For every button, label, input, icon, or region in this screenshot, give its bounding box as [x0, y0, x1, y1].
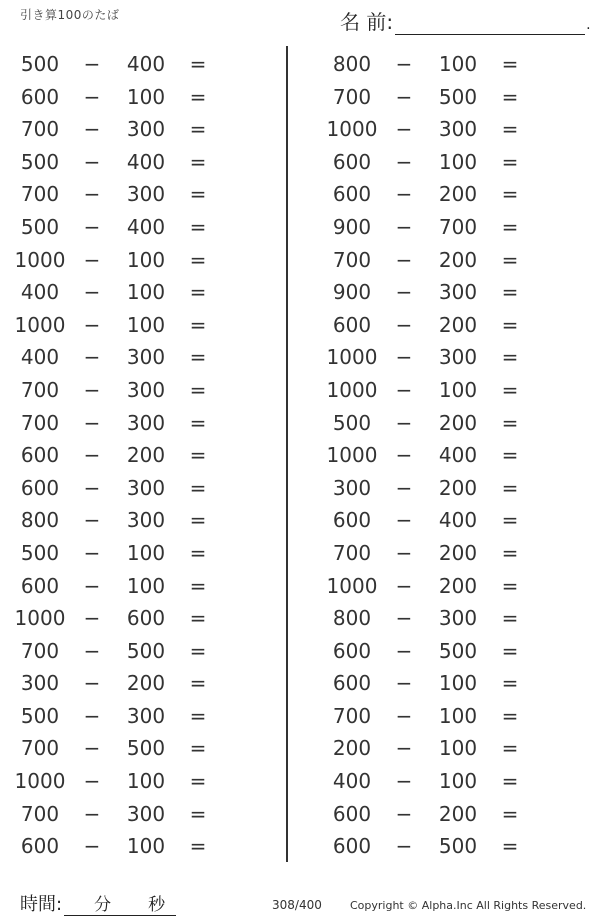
minuend: 700 — [332, 703, 372, 728]
subtrahend: 500 — [126, 736, 166, 761]
minus-sign: − — [83, 377, 101, 402]
right-problem-row — [312, 699, 592, 732]
minuend: 500 — [20, 703, 60, 728]
minuend: 1000 — [326, 345, 378, 370]
equals-sign: = — [189, 606, 207, 631]
right-problem-row — [312, 503, 592, 536]
equals-sign: = — [189, 834, 207, 859]
minus-sign: − — [83, 801, 101, 826]
minus-sign: − — [395, 703, 413, 728]
subtrahend: 300 — [126, 475, 166, 500]
minus-sign: − — [395, 443, 413, 468]
subtrahend: 400 — [438, 508, 478, 533]
equals-sign: = — [501, 736, 519, 761]
equals-sign: = — [501, 182, 519, 207]
right-problem-row — [312, 145, 592, 178]
minuend: 600 — [332, 671, 372, 696]
minuend: 1000 — [14, 312, 66, 337]
minuend: 1000 — [14, 606, 66, 631]
minuend: 500 — [20, 540, 60, 565]
subtrahend: 300 — [126, 410, 166, 435]
minuend: 600 — [20, 834, 60, 859]
minus-sign: − — [83, 117, 101, 142]
equals-sign: = — [501, 443, 519, 468]
equals-sign: = — [501, 52, 519, 76]
minus-sign: − — [395, 834, 413, 859]
minuend: 400 — [332, 769, 372, 794]
minuend: 600 — [20, 84, 60, 109]
right-problem-row — [312, 406, 592, 439]
minus-sign: − — [83, 312, 101, 337]
left-problem-row — [0, 112, 280, 145]
minus-sign: − — [83, 606, 101, 631]
minus-sign: − — [395, 312, 413, 337]
left-problem-row — [0, 503, 280, 536]
minus-sign: − — [83, 540, 101, 565]
minuend: 700 — [20, 801, 60, 826]
minus-sign: − — [395, 84, 413, 109]
subtrahend: 200 — [438, 312, 478, 337]
minus-sign: − — [395, 214, 413, 239]
minus-sign: − — [395, 606, 413, 631]
time-blank-line[interactable] — [64, 895, 176, 916]
subtrahend: 200 — [438, 182, 478, 207]
minuend: 700 — [20, 736, 60, 761]
left-problem-row — [0, 210, 280, 243]
left-problem-row — [0, 177, 280, 210]
equals-sign: = — [189, 280, 207, 305]
equals-sign: = — [189, 214, 207, 239]
left-problem-row — [0, 145, 280, 178]
equals-sign: = — [501, 410, 519, 435]
minus-sign: − — [83, 443, 101, 468]
equals-sign: = — [189, 84, 207, 109]
minuend: 500 — [20, 149, 60, 174]
minuend: 700 — [332, 540, 372, 565]
subtrahend: 300 — [438, 606, 478, 631]
minus-sign: − — [83, 703, 101, 728]
left-problem-row — [0, 340, 280, 373]
minuend: 700 — [20, 117, 60, 142]
minuend: 300 — [332, 475, 372, 500]
equals-sign: = — [189, 703, 207, 728]
equals-sign: = — [501, 540, 519, 565]
minuend: 1000 — [326, 117, 378, 142]
minuend: 400 — [20, 345, 60, 370]
minuend: 300 — [20, 671, 60, 696]
right-problem-row — [312, 666, 592, 699]
minus-sign: − — [395, 736, 413, 761]
equals-sign: = — [189, 312, 207, 337]
right-problem-row — [312, 210, 592, 243]
minuend: 1000 — [326, 573, 378, 598]
subtrahend: 400 — [126, 52, 166, 76]
equals-sign: = — [189, 410, 207, 435]
right-problem-row — [312, 243, 592, 276]
left-problem-row — [0, 243, 280, 276]
right-problem-row — [312, 438, 592, 471]
subtrahend: 100 — [126, 540, 166, 565]
left-problem-row — [0, 666, 280, 699]
minuend: 700 — [20, 182, 60, 207]
subtrahend: 100 — [126, 573, 166, 598]
subtrahend: 200 — [438, 475, 478, 500]
name-field — [340, 6, 591, 35]
subtrahend: 300 — [126, 117, 166, 142]
equals-sign: = — [189, 671, 207, 696]
subtrahend: 600 — [126, 606, 166, 631]
subtrahend: 100 — [438, 377, 478, 402]
minus-sign: − — [83, 52, 101, 76]
minus-sign: − — [395, 149, 413, 174]
minuend: 200 — [332, 736, 372, 761]
minuend: 800 — [20, 508, 60, 533]
left-problem-row — [0, 536, 280, 569]
equals-sign: = — [189, 475, 207, 500]
subtrahend: 100 — [438, 703, 478, 728]
minuend: 700 — [332, 84, 372, 109]
equals-sign: = — [501, 606, 519, 631]
equals-sign: = — [501, 280, 519, 305]
minus-sign: − — [395, 377, 413, 402]
minus-sign: − — [395, 671, 413, 696]
right-problem-row — [312, 340, 592, 373]
left-problem-row — [0, 797, 280, 830]
subtrahend: 300 — [438, 117, 478, 142]
equals-sign: = — [189, 247, 207, 272]
subtrahend: 400 — [438, 443, 478, 468]
right-problem-row — [312, 731, 592, 764]
right-problem-row — [312, 829, 592, 862]
equals-sign: = — [189, 638, 207, 663]
equals-sign: = — [189, 801, 207, 826]
equals-sign: = — [189, 508, 207, 533]
right-problem-row — [312, 634, 592, 667]
subtrahend: 300 — [126, 377, 166, 402]
equals-sign: = — [189, 182, 207, 207]
equals-sign: = — [189, 345, 207, 370]
minus-sign: − — [395, 508, 413, 533]
left-problem-row — [0, 275, 280, 308]
subtrahend: 300 — [126, 703, 166, 728]
minuend: 600 — [20, 475, 60, 500]
minus-sign: − — [83, 280, 101, 305]
minus-sign: − — [395, 801, 413, 826]
subtrahend: 100 — [438, 149, 478, 174]
right-problem-row — [312, 373, 592, 406]
minuend: 600 — [20, 573, 60, 598]
right-problem-row — [312, 536, 592, 569]
minus-sign: − — [83, 671, 101, 696]
subtrahend: 100 — [438, 671, 478, 696]
minuend: 600 — [332, 182, 372, 207]
minuend: 1000 — [14, 247, 66, 272]
left-problem-row — [0, 569, 280, 602]
subtrahend: 100 — [126, 769, 166, 794]
subtrahend: 100 — [438, 769, 478, 794]
name-label: 名 前: — [340, 10, 394, 34]
minus-sign: − — [83, 573, 101, 598]
minuend: 600 — [332, 638, 372, 663]
equals-sign: = — [189, 769, 207, 794]
minuend: 500 — [332, 410, 372, 435]
minus-sign: − — [395, 247, 413, 272]
minus-sign: − — [83, 149, 101, 174]
equals-sign: = — [189, 540, 207, 565]
subtrahend: 500 — [438, 834, 478, 859]
minus-sign: − — [83, 84, 101, 109]
time-field — [20, 890, 176, 916]
right-problem-row — [312, 47, 592, 80]
minuend: 400 — [20, 280, 60, 305]
equals-sign: = — [501, 377, 519, 402]
minus-sign: − — [83, 345, 101, 370]
left-problem-row — [0, 438, 280, 471]
subtrahend: 200 — [126, 671, 166, 696]
left-problem-row — [0, 699, 280, 732]
column-divider — [286, 46, 288, 862]
subtrahend: 100 — [126, 312, 166, 337]
equals-sign: = — [501, 247, 519, 272]
worksheet-title: 引き算100のたば — [20, 8, 120, 22]
copyright-notice: Copyright © Alpha.Inc All Rights Reserved. — [350, 899, 587, 912]
seconds-label: 秒 — [148, 895, 166, 915]
right-problem-row — [312, 308, 592, 341]
minus-sign: − — [83, 182, 101, 207]
subtrahend: 200 — [126, 443, 166, 468]
equals-sign: = — [501, 149, 519, 174]
minuend: 500 — [20, 52, 60, 76]
page-number: 308/400 — [272, 898, 322, 912]
equals-sign: = — [501, 671, 519, 696]
minus-sign: − — [83, 638, 101, 663]
right-problem-row — [312, 112, 592, 145]
minus-sign: − — [395, 52, 413, 76]
equals-sign: = — [501, 117, 519, 142]
minuend: 600 — [332, 508, 372, 533]
subtrahend: 500 — [126, 638, 166, 663]
right-problem-row — [312, 471, 592, 504]
equals-sign: = — [501, 84, 519, 109]
left-problem-row — [0, 80, 280, 113]
minus-sign: − — [395, 540, 413, 565]
minuend: 1000 — [326, 377, 378, 402]
equals-sign: = — [501, 508, 519, 533]
subtrahend: 100 — [438, 736, 478, 761]
subtrahend: 500 — [438, 638, 478, 663]
left-problem-row — [0, 406, 280, 439]
equals-sign: = — [501, 834, 519, 859]
left-problem-row — [0, 601, 280, 634]
minus-sign: − — [83, 475, 101, 500]
subtrahend: 100 — [126, 280, 166, 305]
minuend: 1000 — [14, 769, 66, 794]
equals-sign: = — [189, 736, 207, 761]
equals-sign: = — [501, 214, 519, 239]
equals-sign: = — [501, 345, 519, 370]
minuend: 600 — [332, 801, 372, 826]
minus-sign: − — [395, 280, 413, 305]
name-end-dot: . — [586, 17, 591, 33]
minuend: 800 — [332, 52, 372, 76]
equals-sign: = — [501, 769, 519, 794]
left-problem-row — [0, 373, 280, 406]
equals-sign: = — [189, 377, 207, 402]
right-problem-row — [312, 177, 592, 210]
equals-sign: = — [189, 117, 207, 142]
minuend: 900 — [332, 280, 372, 305]
equals-sign: = — [189, 52, 207, 76]
left-problem-row — [0, 308, 280, 341]
time-label: 時間: — [20, 894, 63, 915]
minus-sign: − — [395, 475, 413, 500]
minus-sign: − — [395, 638, 413, 663]
equals-sign: = — [501, 703, 519, 728]
name-blank-line[interactable] — [395, 16, 585, 35]
subtrahend: 200 — [438, 410, 478, 435]
minus-sign: − — [83, 247, 101, 272]
subtrahend: 100 — [126, 247, 166, 272]
subtrahend: 700 — [438, 214, 478, 239]
minuend: 500 — [20, 214, 60, 239]
subtrahend: 500 — [438, 84, 478, 109]
minuend: 700 — [20, 377, 60, 402]
minuend: 700 — [20, 410, 60, 435]
minuend: 600 — [332, 149, 372, 174]
left-problem-row — [0, 47, 280, 80]
left-problem-row — [0, 829, 280, 862]
subtrahend: 300 — [438, 280, 478, 305]
minuend: 1000 — [326, 443, 378, 468]
subtrahend: 100 — [438, 52, 478, 76]
minuend: 600 — [332, 312, 372, 337]
equals-sign: = — [501, 638, 519, 663]
minus-sign: − — [83, 508, 101, 533]
right-problem-row — [312, 764, 592, 797]
left-problem-column — [0, 47, 280, 862]
subtrahend: 300 — [438, 345, 478, 370]
equals-sign: = — [189, 573, 207, 598]
minus-sign: − — [83, 214, 101, 239]
left-problem-row — [0, 471, 280, 504]
right-problem-row — [312, 569, 592, 602]
minus-sign: − — [83, 834, 101, 859]
equals-sign: = — [501, 475, 519, 500]
subtrahend: 300 — [126, 182, 166, 207]
left-problem-row — [0, 764, 280, 797]
right-problem-row — [312, 797, 592, 830]
minus-sign: − — [395, 117, 413, 142]
right-problem-row — [312, 275, 592, 308]
minus-sign: − — [395, 345, 413, 370]
right-problem-row — [312, 80, 592, 113]
equals-sign: = — [501, 312, 519, 337]
right-problem-row — [312, 601, 592, 634]
subtrahend: 300 — [126, 801, 166, 826]
minus-sign: − — [395, 573, 413, 598]
equals-sign: = — [189, 443, 207, 468]
minus-sign: − — [395, 410, 413, 435]
minuend: 700 — [20, 638, 60, 663]
minus-sign: − — [83, 769, 101, 794]
subtrahend: 300 — [126, 508, 166, 533]
subtrahend: 300 — [126, 345, 166, 370]
minus-sign: − — [395, 769, 413, 794]
minus-sign: − — [83, 410, 101, 435]
minutes-label: 分 — [94, 895, 112, 915]
minuend: 800 — [332, 606, 372, 631]
minuend: 700 — [332, 247, 372, 272]
equals-sign: = — [501, 573, 519, 598]
left-problem-row — [0, 634, 280, 667]
minuend: 600 — [332, 834, 372, 859]
subtrahend: 200 — [438, 573, 478, 598]
subtrahend: 200 — [438, 247, 478, 272]
subtrahend: 200 — [438, 540, 478, 565]
subtrahend: 200 — [438, 801, 478, 826]
subtrahend: 100 — [126, 834, 166, 859]
equals-sign: = — [501, 801, 519, 826]
minus-sign: − — [83, 736, 101, 761]
minuend: 900 — [332, 214, 372, 239]
right-problem-column — [312, 47, 592, 862]
subtrahend: 100 — [126, 84, 166, 109]
minus-sign: − — [395, 182, 413, 207]
subtrahend: 400 — [126, 214, 166, 239]
minuend: 600 — [20, 443, 60, 468]
left-problem-row — [0, 731, 280, 764]
subtrahend: 400 — [126, 149, 166, 174]
equals-sign: = — [189, 149, 207, 174]
